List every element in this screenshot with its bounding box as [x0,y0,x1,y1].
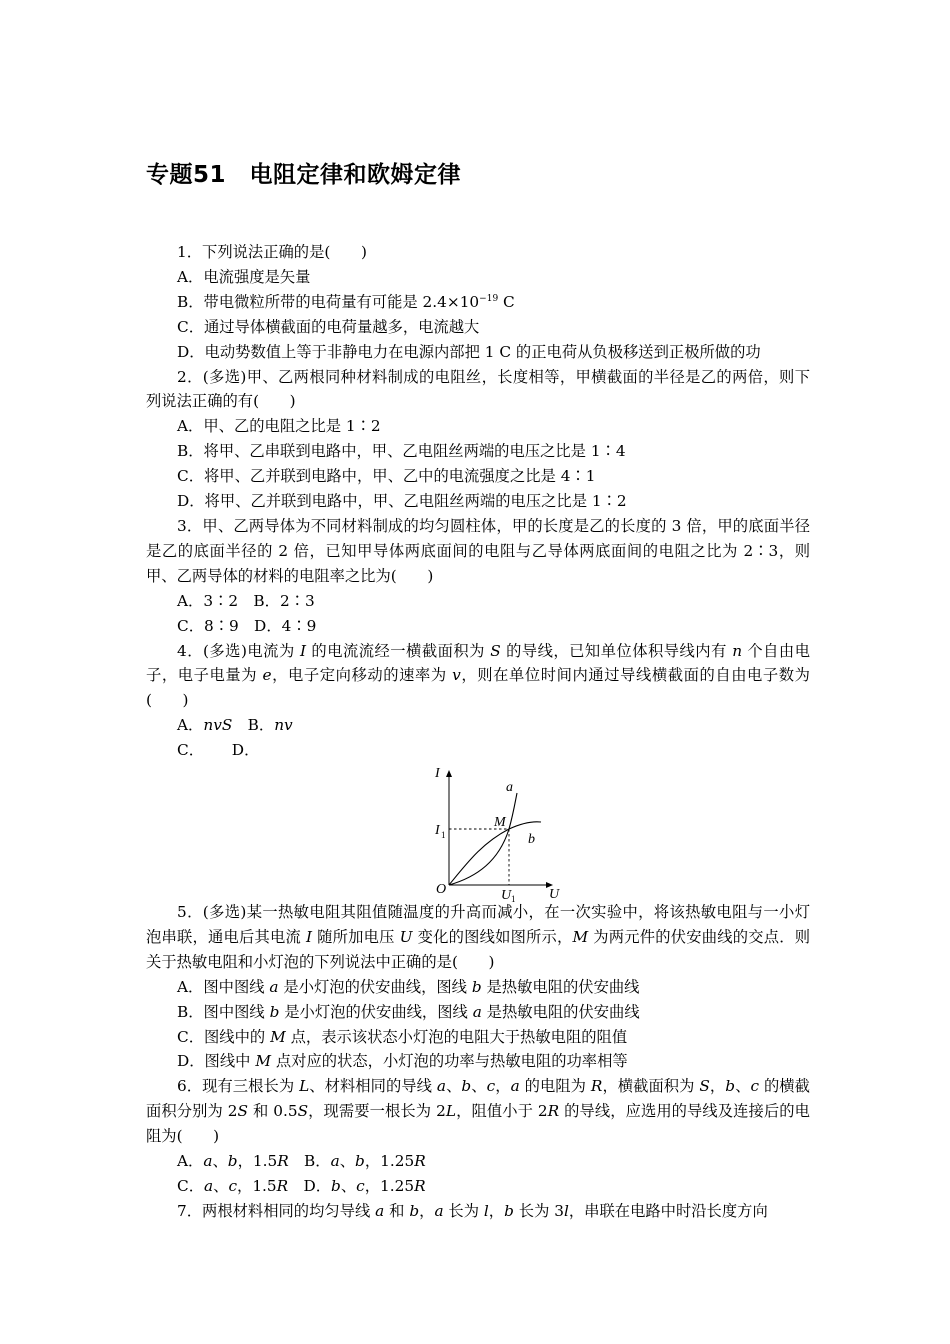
question-6-options-ab: A．a、b，1.5R B．a、b，1.25R [177,1152,426,1171]
question-1-option-b: B．带电微粒所带的电荷量有可能是 $2.4\times 10^{-19}$ C [177,292,515,311]
question-5-stem: 5．(多选)某一热敏电阻其阻值随温度的升高而减小，在一次实验中，将该热敏电阻与一小灯泡串联，通电后其电流 I 随所加电压 U 变化的图线如图所示，M 为两元件的伏安曲线的交点．则关于热敏电阻和小灯泡的下列说法中正确的是( ) [146,903,810,971]
axis-i-label: I [435,766,440,782]
question-4-stem: 4．(多选)电流为 I 的电流流经一横截面积为 S 的导线，已知单位体积导线内有 n 个自由电子，电子电量为 e，电子定向移动的速率为 v，则在单位时间内通过导线横截面的自由电子数为( ) [146,641,810,710]
u1-label: U [501,888,512,904]
question-list [146,240,810,1224]
question-6-stem: 6．现有三根长为 L、材料相同的导线 a、b、c，a 的电阻为 R，横截面积为 S，b、c 的横截面积分别为 2S 和 0.5S，现需要一根长为 2L，阻值小于 2R 的导线，应选用的导线及连接后的电阻为( ) [146,1077,810,1146]
question-1-stem: 1．下列说法正确的是( ) [177,243,367,261]
question-7-stem: 7．两根材料相同的均匀导线 a 和 b，a 长为 l，b 长为 3l，串联在电路中时沿长度方向 [177,1201,768,1220]
question-5-option-d: D．图线中 M 点对应的状态，小灯泡的功率与热敏电阻的功率相等 [177,1052,628,1071]
page-title: 专题51 电阻定律和欧姆定律 [146,162,462,188]
question-2-stem: 2．(多选)甲、乙两根同种材料制成的电阻丝，长度相等，甲横截面的半径是乙的两倍，则下列说法正确的有( ) [146,367,810,411]
curve-a-label: a [506,780,513,796]
question-2-option-b: B．将甲、乙串联到电路中，甲、乙电阻丝两端的电压之比是 1∶4 [177,442,626,461]
u1-subscript: 1 [511,894,516,905]
i-axis-arrow [446,770,452,777]
question-1-option-d: D．电动势数值上等于非静电力在电源内部把 1 C 的正电荷从负极移送到正极所做的功 [177,342,761,361]
question-4-options-cd: C． D． [177,741,260,760]
iu-graph-figure [146,765,810,905]
question-6-options-cd: C．a、c，1.5R D．b、c，1.25R [177,1177,426,1195]
origin-label: O [436,882,447,898]
question-2-option-a: A．甲、乙的电阻之比是 1∶2 [177,417,381,436]
axis-u-label: U [549,887,560,903]
i1-label: I [435,823,440,839]
question-1-option-a: A．电流强度是矢量 [177,267,311,286]
question-2-option-c: C．将甲、乙并联到电路中，甲、乙中的电流强度之比是 4∶1 [177,467,596,486]
question-2-option-d: D．将甲、乙并联到电路中，甲、乙电阻丝两端的电压之比是 1∶2 [177,492,627,511]
curve-b-label: b [528,832,535,848]
i1-subscript: 1 [441,830,446,841]
question-4-options-ab: A．nvS B．nv [177,716,293,735]
question-5-option-b: B．图中图线 b 是小灯泡的伏安曲线，图线 a 是热敏电阻的伏安曲线 [177,1002,640,1021]
iu-graph [427,765,567,905]
point-m-label: M [494,815,506,831]
curve-a [449,793,517,885]
question-3-stem: 3．甲、乙两导体为不同材料制成的均匀圆柱体，甲的长度是乙的长度的 3 倍，甲的底面半径是乙的底面半径的 2 倍，已知甲导体两底面间的电阻与乙导体两底面间的电阻之比为 2∶3，则甲、乙两导体的材料的电阻率之比为( ) [146,516,810,585]
question-3-options-cd: C．8∶9 D．4∶9 [177,616,317,635]
question-1-option-c: C．通过导体横截面的电荷量越多，电流越大 [177,317,480,336]
question-5-option-a: A．图中图线 a 是小灯泡的伏安曲线，图线 b 是热敏电阻的伏安曲线 [177,977,640,996]
question-5-option-c: C．图线中的 M 点，表示该状态小灯泡的电阻大于热敏电阻的阻值 [177,1027,628,1046]
question-3-options-ab: A．3∶2 B．2∶3 [177,591,315,610]
